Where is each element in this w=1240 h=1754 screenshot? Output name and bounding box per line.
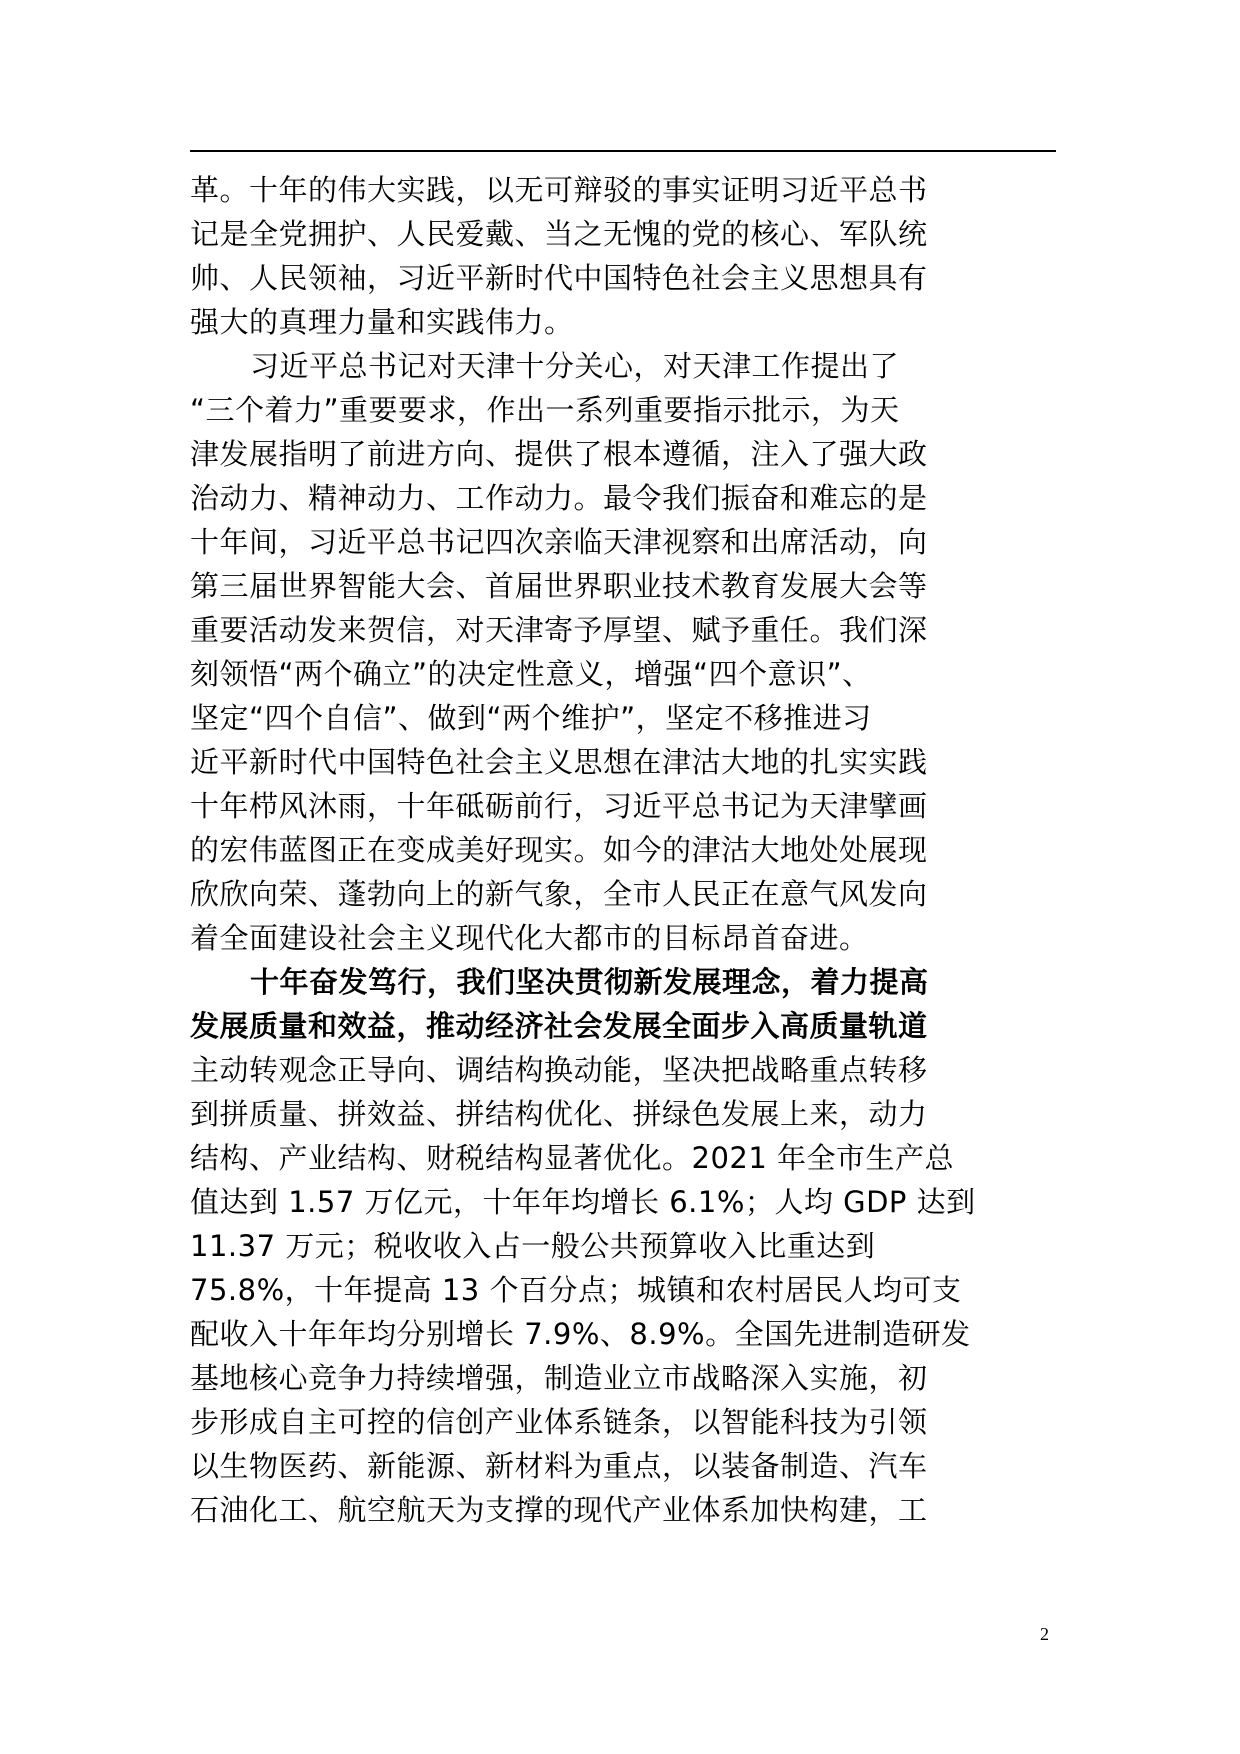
text-line: 刻领悟“两个确立”的决定性意义，增强“四个意识”、 xyxy=(190,657,872,691)
text-line: 重要活动发来贺信，对天津寄予厚望、赋予重任。我们深 xyxy=(190,613,928,647)
text-line: 配收入十年年均分别增长 7.9%、8.9%。全国先进制造研发 xyxy=(190,1317,971,1351)
text-line: 步形成自主可控的信创产业体系链条，以智能科技为引领 xyxy=(190,1405,928,1439)
text-line: 值达到 1.57 万亿元，十年年均增长 6.1%；人均 GDP 达到 xyxy=(190,1185,976,1219)
text-line: 75.8%，十年提高 13 个百分点；城镇和农村居民人均可支 xyxy=(190,1273,962,1307)
text-line: 主动转观念正导向、调结构换动能，坚决把战略重点转移 xyxy=(190,1053,928,1087)
text-line: 到拼质量、拼效益、拼结构优化、拼绿色发展上来，动力 xyxy=(190,1097,928,1131)
text-line: 的宏伟蓝图正在变成美好现实。如今的津沽大地处处展现 xyxy=(190,833,928,867)
text-line: 第三届世界智能大会、首届世界职业技术教育发展大会等 xyxy=(190,569,928,603)
text-line: 结构、产业结构、财税结构显著优化。2021 年全市生产总 xyxy=(190,1141,955,1175)
text-line: 津发展指明了前进方向、提供了根本遵循，注入了强大政 xyxy=(190,437,928,471)
text-line: 革。十年的伟大实践，以无可辩驳的事实证明习近平总书 xyxy=(190,173,928,207)
text-line: 11.37 万元；税收收入占一般公共预算收入比重达到 xyxy=(190,1229,876,1263)
text-line: 石油化工、航空航天为支撑的现代产业体系加快构建，工 xyxy=(190,1493,928,1527)
text-line: 十年间，习近平总书记四次亲临天津视察和出席活动，向 xyxy=(190,525,928,559)
section-heading-line: 发展质量和效益，推动经济社会发展全面步入高质量轨道 xyxy=(190,1009,928,1043)
text-line: 基地核心竞争力持续增强，制造业立市战略深入实施，初 xyxy=(190,1361,928,1395)
text-line: 坚定“四个自信”、做到“两个维护”，坚定不移推进习 xyxy=(190,701,872,735)
text-line: 欣欣向荣、蓬勃向上的新气象，全市人民正在意气风发向 xyxy=(190,877,928,911)
text-line: 十年栉风沐雨，十年砥砺前行，习近平总书记为天津擘画 xyxy=(190,789,928,823)
text-line: 记是全党拥护、人民爱戴、当之无愧的党的核心、军队统 xyxy=(190,217,928,251)
text-line: 强大的真理力量和实践伟力。 xyxy=(190,305,574,339)
text-line: 近平新时代中国特色社会主义思想在津沽大地的扎实实践 xyxy=(190,745,928,779)
text-line: 帅、人民领袖，习近平新时代中国特色社会主义思想具有 xyxy=(190,261,928,295)
header-rule xyxy=(190,150,1056,152)
section-heading-line: 十年奋发笃行，我们坚决贯彻新发展理念，着力提高 xyxy=(250,965,929,999)
body-text xyxy=(190,168,1056,1532)
page-number: 2 xyxy=(1040,1624,1049,1644)
text-line: 治动力、精神动力、工作动力。最令我们振奋和难忘的是 xyxy=(190,481,928,515)
text-line: “三个着力”重要要求，作出一系列重要指示批示，为天 xyxy=(190,393,900,427)
text-line: 以生物医药、新能源、新材料为重点，以装备制造、汽车 xyxy=(190,1449,928,1483)
paragraph-start-line: 习近平总书记对天津十分关心，对天津工作提出了 xyxy=(250,349,900,383)
text-line: 着全面建设社会主义现代化大都市的目标昂首奋进。 xyxy=(190,921,869,955)
